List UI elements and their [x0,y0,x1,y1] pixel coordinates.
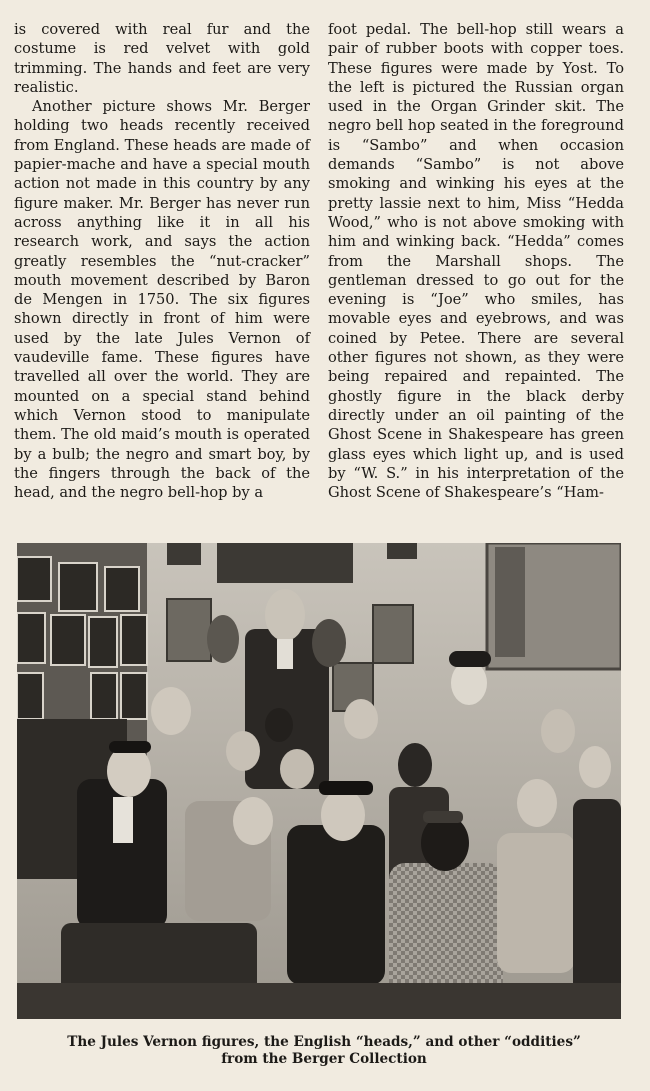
caption-line: from the Berger Collection [221,1051,427,1067]
article-right-column [328,20,624,502]
paragraph: foot pedal. The bell-hop still wears a pair of rubber boots with copper toes. These figures were made by Yost. To the left is pictured the Russian organ used in the Organ Grinder skit. The negro bell hop seated in the foreground is “Sambo” and when occasion demands “Sambo” is not above smoking and winking his eyes at the pretty lassie next to him, Miss “Hedda Wood,” who is not above smoking with him and winking back. “Hedda” comes from the Marshall shops. The gentleman dressed to go out for the evening is “Joe” who smiles, has movable eyes and eyebrows, and was coined by Petee. There are several other figures not shown, as they were being repaired and repainted. The ghostly figure in the black derby directly under an oil painting of the Ghost Scene in Shakespeare has green glass eyes which light up, and is used by “W. S.” in his interpretation of the Ghost Scene of Shakespeare’s “Ham- [328,21,624,502]
caption-line: The Jules Vernon figures, the English “heads,” and other “oddities” [67,1034,581,1050]
collection-photograph [17,543,621,1019]
paragraph: Another picture shows Mr. Berger holding two heads recently received from England. These heads are made of papier-mache and have a special mouth action not made in this country by any figure maker. Mr. Berger has never run across anything like it in all his research work, and says the action greatly resembles the “nut-cracker” mouth movement described by Baron de Mengen in 1750. The six figures shown directly in front of him were used by the late Jules Vernon of vaudeville fame. These figures have travelled all over the world. They are mounted on a special stand behind which Vernon stood to manipulate them. The old maid’s mouth is operated by a bulb; the negro and smart boy, by the fingers through the back of the head, and the negro bell-hop by a [14,98,310,502]
article-left-column [14,20,310,502]
paragraph: is covered with real fur and the costume is red velvet with gold trimming. The hands and feet are very realistic. [14,21,310,96]
photo-caption [14,1034,634,1068]
